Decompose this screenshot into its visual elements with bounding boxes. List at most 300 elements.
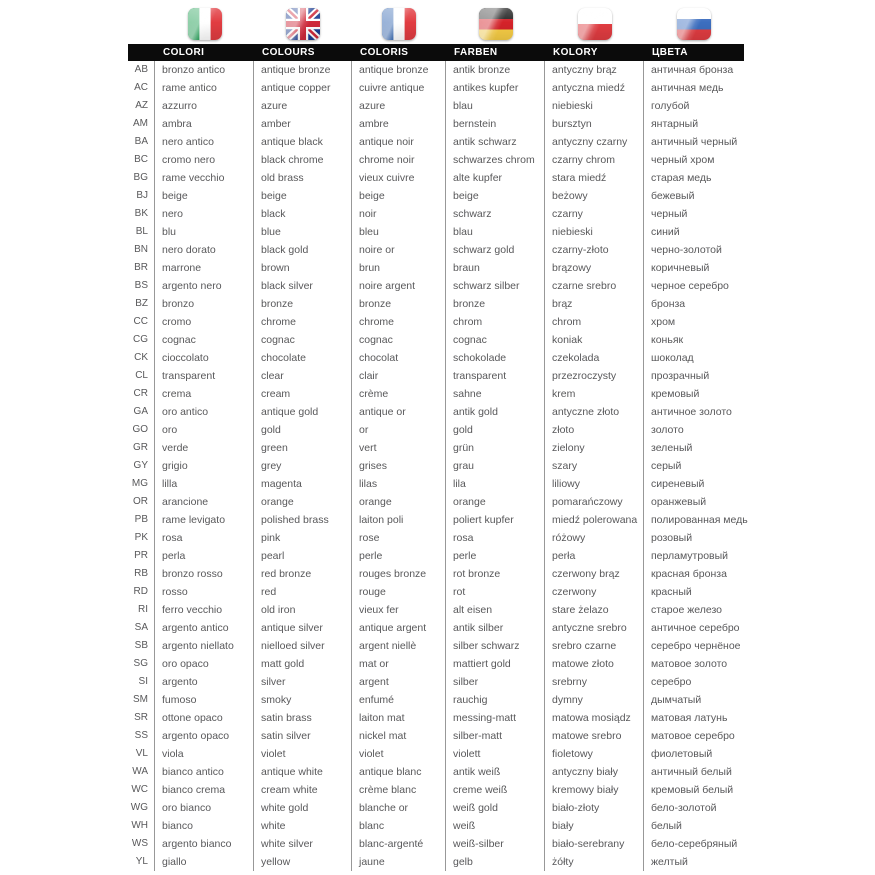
color-name-fr: noir (352, 205, 446, 223)
color-name-fr: bleu (352, 223, 446, 241)
color-name-de: alte kupfer (446, 169, 545, 187)
color-name-ru: кремовый (651, 388, 700, 400)
color-name-fr: laiton mat (352, 709, 446, 727)
color-name-fr: ambre (352, 115, 446, 133)
flags-row (128, 7, 744, 41)
color-name-it: oro (155, 421, 254, 439)
table-row (128, 475, 744, 493)
color-code: SM (128, 691, 155, 709)
color-name-pl: czerwony brąz (545, 565, 644, 583)
color-name-en: bronze (254, 295, 352, 313)
color-name-de: schwarzes chrom (446, 151, 545, 169)
table-row (128, 223, 744, 241)
color-name-en: chocolate (254, 349, 352, 367)
color-name-it: bronzo rosso (155, 565, 254, 583)
color-name-it: cromo (155, 313, 254, 331)
table-row (128, 295, 744, 313)
color-code: PR (128, 547, 155, 565)
table-row (128, 511, 748, 529)
color-name-ru: черное серебро (651, 280, 729, 292)
color-name-it: rosa (155, 529, 254, 547)
color-name-pl: złoto (545, 421, 644, 439)
color-name-pl: chrom (545, 313, 644, 331)
color-name-it: argento nero (155, 277, 254, 295)
color-name-ru: античное золото (651, 406, 732, 418)
color-name-ru: желтый (651, 856, 688, 868)
color-name-pl: matowe złoto (545, 655, 644, 673)
color-name-de: antik bronze (446, 61, 545, 79)
color-name-de: rauchig (446, 691, 545, 709)
color-name-ru: серый (651, 460, 682, 472)
color-name-it: fumoso (155, 691, 254, 709)
table-row (128, 493, 744, 511)
color-name-fr: perle (352, 547, 446, 565)
color-name-de: antik weiß (446, 763, 545, 781)
color-name-it: blu (155, 223, 254, 241)
color-name-de: perle (446, 547, 545, 565)
color-name-ru: бело-золотой (651, 802, 717, 814)
color-name-it: crema (155, 385, 254, 403)
color-name-de: weiß gold (446, 799, 545, 817)
color-code: AM (128, 115, 155, 133)
color-name-en: matt gold (254, 655, 352, 673)
color-code: RI (128, 601, 155, 619)
color-name-fr: chrome (352, 313, 446, 331)
color-name-pl: biało-złoty (545, 799, 644, 817)
color-code: BZ (128, 295, 155, 313)
color-code: CG (128, 331, 155, 349)
color-name-it: oro antico (155, 403, 254, 421)
color-name-it: viola (155, 745, 254, 763)
color-name-fr: vert (352, 439, 446, 457)
color-name-de: antikes kupfer (446, 79, 545, 97)
color-name-ru: черный хром (651, 154, 715, 166)
color-code: GR (128, 439, 155, 457)
color-name-ru: полированная медь (651, 514, 748, 526)
color-name-it: bianco antico (155, 763, 254, 781)
color-name-pl: niebieski (545, 97, 644, 115)
table-row (128, 853, 744, 871)
color-code: GA (128, 403, 155, 421)
color-name-en: amber (254, 115, 352, 133)
color-name-it: grigio (155, 457, 254, 475)
color-name-it: argento antico (155, 619, 254, 637)
color-name-pl: stare żelazo (545, 601, 644, 619)
table-row (128, 745, 744, 763)
color-code: WA (128, 763, 155, 781)
color-name-pl: srebrny (545, 673, 644, 691)
color-code: BJ (128, 187, 155, 205)
color-code: BK (128, 205, 155, 223)
color-name-pl: niebieski (545, 223, 644, 241)
color-name-pl: różowy (545, 529, 644, 547)
color-name-pl: beżowy (545, 187, 644, 205)
table-row (128, 781, 744, 799)
color-name-en: clear (254, 367, 352, 385)
color-code: WH (128, 817, 155, 835)
color-name-en: orange (254, 493, 352, 511)
color-code: PK (128, 529, 155, 547)
color-name-fr: cognac (352, 331, 446, 349)
color-name-fr: nickel mat (352, 727, 446, 745)
table-row (128, 241, 744, 259)
table-row (128, 565, 744, 583)
color-name-en: nielloed silver (254, 637, 352, 655)
color-name-pl: czarne srebro (545, 277, 644, 295)
color-code: AB (128, 61, 155, 79)
color-code: CC (128, 313, 155, 331)
color-name-en: red bronze (254, 565, 352, 583)
color-name-de: bernstein (446, 115, 545, 133)
table-row (128, 709, 744, 727)
flag-germany-icon (479, 8, 513, 40)
color-name-pl: perła (545, 547, 644, 565)
color-name-de: transparent (446, 367, 545, 385)
color-name-fr: blanc-argenté (352, 835, 446, 853)
color-name-ru: матовое серебро (651, 730, 735, 742)
flag-cell-russia (644, 7, 744, 41)
flag-russia-icon (677, 8, 711, 40)
color-name-pl: kremowy biały (545, 781, 644, 799)
color-name-en: grey (254, 457, 352, 475)
color-name-it: cioccolato (155, 349, 254, 367)
color-name-fr: or (352, 421, 446, 439)
color-name-fr: rouges bronze (352, 565, 446, 583)
table-row (128, 313, 744, 331)
table-row (128, 601, 744, 619)
color-name-en: polished brass (254, 511, 352, 529)
column-header-colours: COLOURS (262, 47, 315, 58)
table-row (128, 79, 744, 97)
color-name-pl: pomarańczowy (545, 493, 644, 511)
color-name-ru: бело-серебряный (651, 838, 738, 850)
color-name-fr: antique argent (352, 619, 446, 637)
color-name-pl: czekolada (545, 349, 644, 367)
table-row (128, 403, 744, 421)
color-name-it: marrone (155, 259, 254, 277)
color-name-ru: античное серебро (651, 622, 740, 634)
color-name-en: blue (254, 223, 352, 241)
color-name-it: beige (155, 187, 254, 205)
table-row (128, 151, 744, 169)
color-name-fr: clair (352, 367, 446, 385)
table-row (128, 439, 744, 457)
color-code: BC (128, 151, 155, 169)
color-code: SS (128, 727, 155, 745)
table-row (128, 97, 744, 115)
table-row (128, 385, 744, 403)
color-name-de: rot (446, 583, 545, 601)
color-code: BS (128, 277, 155, 295)
color-name-de: schwarz gold (446, 241, 545, 259)
color-name-en: red (254, 583, 352, 601)
table-row (128, 637, 744, 655)
color-name-fr: vieux fer (352, 601, 446, 619)
color-name-en: brown (254, 259, 352, 277)
color-name-pl: brązowy (545, 259, 644, 277)
color-name-de: beige (446, 187, 545, 205)
color-name-fr: cuivre antique (352, 79, 446, 97)
color-name-it: oro opaco (155, 655, 254, 673)
color-name-it: cognac (155, 331, 254, 349)
color-name-en: beige (254, 187, 352, 205)
color-name-pl: antyczne srebro (545, 619, 644, 637)
color-name-ru: античная медь (651, 82, 724, 94)
color-name-de: weiß (446, 817, 545, 835)
table-row (128, 673, 744, 691)
color-code: PB (128, 511, 155, 529)
color-name-ru: прозрачный (651, 370, 710, 382)
color-code: BA (128, 133, 155, 151)
color-name-fr: argent niellè (352, 637, 446, 655)
color-name-it: argento opaco (155, 727, 254, 745)
color-name-de: grün (446, 439, 545, 457)
color-name-de: gelb (446, 853, 545, 871)
color-name-fr: chocolat (352, 349, 446, 367)
color-code: CR (128, 385, 155, 403)
color-name-ru: золото (651, 424, 684, 436)
table-row (128, 835, 744, 853)
color-name-en: satin brass (254, 709, 352, 727)
color-name-pl: antyczne złoto (545, 403, 644, 421)
table-row (128, 799, 744, 817)
color-name-de: schokolade (446, 349, 545, 367)
color-name-pl: zielony (545, 439, 644, 457)
color-name-de: rosa (446, 529, 545, 547)
table-row (128, 169, 744, 187)
color-name-en: black chrome (254, 151, 352, 169)
color-name-pl: koniak (545, 331, 644, 349)
color-name-en: yellow (254, 853, 352, 871)
color-name-ru: зеленый (651, 442, 693, 454)
color-name-ru: старая медь (651, 172, 712, 184)
color-name-de: blau (446, 97, 545, 115)
column-header-kolory: KOLORY (553, 47, 598, 58)
color-code: BR (128, 259, 155, 277)
color-name-it: nero (155, 205, 254, 223)
color-name-en: azure (254, 97, 352, 115)
flag-italy-icon (188, 8, 222, 40)
color-code: SG (128, 655, 155, 673)
table-row (128, 277, 744, 295)
color-code: OR (128, 493, 155, 511)
color-name-fr: antique noir (352, 133, 446, 151)
color-code: SI (128, 673, 155, 691)
color-name-it: ferro vecchio (155, 601, 254, 619)
color-code: WG (128, 799, 155, 817)
color-name-it: oro bianco (155, 799, 254, 817)
color-name-it: argento bianco (155, 835, 254, 853)
color-code: YL (128, 853, 155, 871)
color-name-de: schwarz silber (446, 277, 545, 295)
color-name-pl: biało-serebrany (545, 835, 644, 853)
color-name-de: blau (446, 223, 545, 241)
color-name-fr: enfumé (352, 691, 446, 709)
color-name-pl: przezroczysty (545, 367, 644, 385)
color-name-en: antique bronze (254, 61, 352, 79)
color-name-de: grau (446, 457, 545, 475)
flag-cell-italy (155, 7, 254, 41)
color-name-en: satin silver (254, 727, 352, 745)
color-name-ru: красная бронза (651, 568, 727, 580)
color-name-en: white (254, 817, 352, 835)
color-code: GY (128, 457, 155, 475)
color-name-ru: черный (651, 208, 688, 220)
color-name-de: violett (446, 745, 545, 763)
color-name-it: nero antico (155, 133, 254, 151)
color-code: AC (128, 79, 155, 97)
color-name-fr: antique bronze (352, 61, 446, 79)
color-name-pl: antyczny czarny (545, 133, 644, 151)
color-name-en: chrome (254, 313, 352, 331)
color-name-en: black silver (254, 277, 352, 295)
color-name-de: sahne (446, 385, 545, 403)
color-name-ru: дымчатый (651, 694, 702, 706)
color-name-fr: bronze (352, 295, 446, 313)
table-row (128, 367, 744, 385)
color-name-de: antik gold (446, 403, 545, 421)
table-row (128, 61, 744, 79)
table-row (128, 205, 744, 223)
color-name-fr: blanc (352, 817, 446, 835)
color-name-ru: античная бронза (651, 64, 734, 76)
color-name-ru: коньяк (651, 334, 684, 346)
color-name-pl: czarny chrom (545, 151, 644, 169)
color-name-pl: szary (545, 457, 644, 475)
color-code: BL (128, 223, 155, 241)
color-name-de: orange (446, 493, 545, 511)
table-row (128, 727, 744, 745)
color-name-fr: grises (352, 457, 446, 475)
table-row (128, 583, 744, 601)
color-name-pl: antyczny brąz (545, 61, 644, 79)
color-name-pl: czerwony (545, 583, 644, 601)
color-name-fr: lilas (352, 475, 446, 493)
color-name-ru: хром (651, 316, 676, 328)
color-name-fr: vieux cuivre (352, 169, 446, 187)
flag-france-icon (382, 8, 416, 40)
color-name-en: smoky (254, 691, 352, 709)
flag-cell-germany (446, 7, 545, 41)
color-name-fr: blanche or (352, 799, 446, 817)
color-name-de: poliert kupfer (446, 511, 545, 529)
color-name-de: mattiert gold (446, 655, 545, 673)
color-name-en: antique silver (254, 619, 352, 637)
color-name-it: ambra (155, 115, 254, 133)
color-name-fr: jaune (352, 853, 446, 871)
color-name-fr: antique or (352, 403, 446, 421)
color-name-fr: laiton poli (352, 511, 446, 529)
color-name-fr: violet (352, 745, 446, 763)
color-code: WS (128, 835, 155, 853)
color-name-en: magenta (254, 475, 352, 493)
column-header-colori: COLORI (163, 47, 205, 58)
color-name-ru: красный (651, 586, 692, 598)
table-row (128, 421, 744, 439)
color-name-en: black (254, 205, 352, 223)
color-name-fr: rouge (352, 583, 446, 601)
color-name-pl: bursztyn (545, 115, 644, 133)
table-row (128, 331, 744, 349)
color-code: AZ (128, 97, 155, 115)
color-code: RB (128, 565, 155, 583)
color-name-it: bronzo antico (155, 61, 254, 79)
color-name-en: old brass (254, 169, 352, 187)
table-row (128, 817, 744, 835)
color-code: CK (128, 349, 155, 367)
color-name-en: green (254, 439, 352, 457)
color-name-de: gold (446, 421, 545, 439)
color-name-en: antique gold (254, 403, 352, 421)
color-name-pl: brąz (545, 295, 644, 313)
table-body (128, 61, 748, 871)
color-name-ru: шоколад (651, 352, 694, 364)
table-header (128, 44, 744, 61)
color-name-ru: серебро чернёное (651, 640, 741, 652)
color-name-ru: фиолетовый (651, 748, 713, 760)
color-name-pl: krem (545, 385, 644, 403)
color-name-pl: fioletowy (545, 745, 644, 763)
color-name-ru: серебро (651, 676, 692, 688)
color-name-it: transparent (155, 367, 254, 385)
color-name-en: white gold (254, 799, 352, 817)
color-name-it: giallo (155, 853, 254, 871)
color-name-en: gold (254, 421, 352, 439)
color-name-de: silber schwarz (446, 637, 545, 655)
table-row (128, 547, 744, 565)
color-name-en: violet (254, 745, 352, 763)
color-code: WC (128, 781, 155, 799)
color-name-pl: czarny (545, 205, 644, 223)
column-header-cveta: ЦВЕТА (652, 47, 688, 58)
color-name-de: braun (446, 259, 545, 277)
color-name-it: arancione (155, 493, 254, 511)
color-name-it: cromo nero (155, 151, 254, 169)
column-header-coloris: COLORIS (360, 47, 409, 58)
flag-poland-icon (578, 8, 612, 40)
color-name-ru: матовое золото (651, 658, 728, 670)
color-name-en: antique black (254, 133, 352, 151)
color-name-de: alt eisen (446, 601, 545, 619)
color-name-ru: сиреневый (651, 478, 705, 490)
table-row (128, 619, 744, 637)
color-name-pl: biały (545, 817, 644, 835)
color-code: GO (128, 421, 155, 439)
color-name-pl: antyczny biały (545, 763, 644, 781)
color-code: MG (128, 475, 155, 493)
color-name-de: rot bronze (446, 565, 545, 583)
color-name-ru: старое железо (651, 604, 723, 616)
color-name-pl: miedź polerowana (545, 511, 644, 529)
color-code: CL (128, 367, 155, 385)
color-name-pl: stara miedź (545, 169, 644, 187)
table-row (128, 457, 744, 475)
color-name-de: lila (446, 475, 545, 493)
color-name-fr: noire argent (352, 277, 446, 295)
color-name-de: cognac (446, 331, 545, 349)
color-name-fr: rose (352, 529, 446, 547)
color-name-fr: noire or (352, 241, 446, 259)
color-name-ru: черно-золотой (651, 244, 722, 256)
color-name-en: black gold (254, 241, 352, 259)
color-name-fr: orange (352, 493, 446, 511)
color-name-it: rosso (155, 583, 254, 601)
color-name-de: messing-matt (446, 709, 545, 727)
table-row (128, 115, 744, 133)
color-name-ru: розовый (651, 532, 693, 544)
color-name-ru: голубой (651, 100, 690, 112)
color-name-pl: żółty (545, 853, 644, 871)
